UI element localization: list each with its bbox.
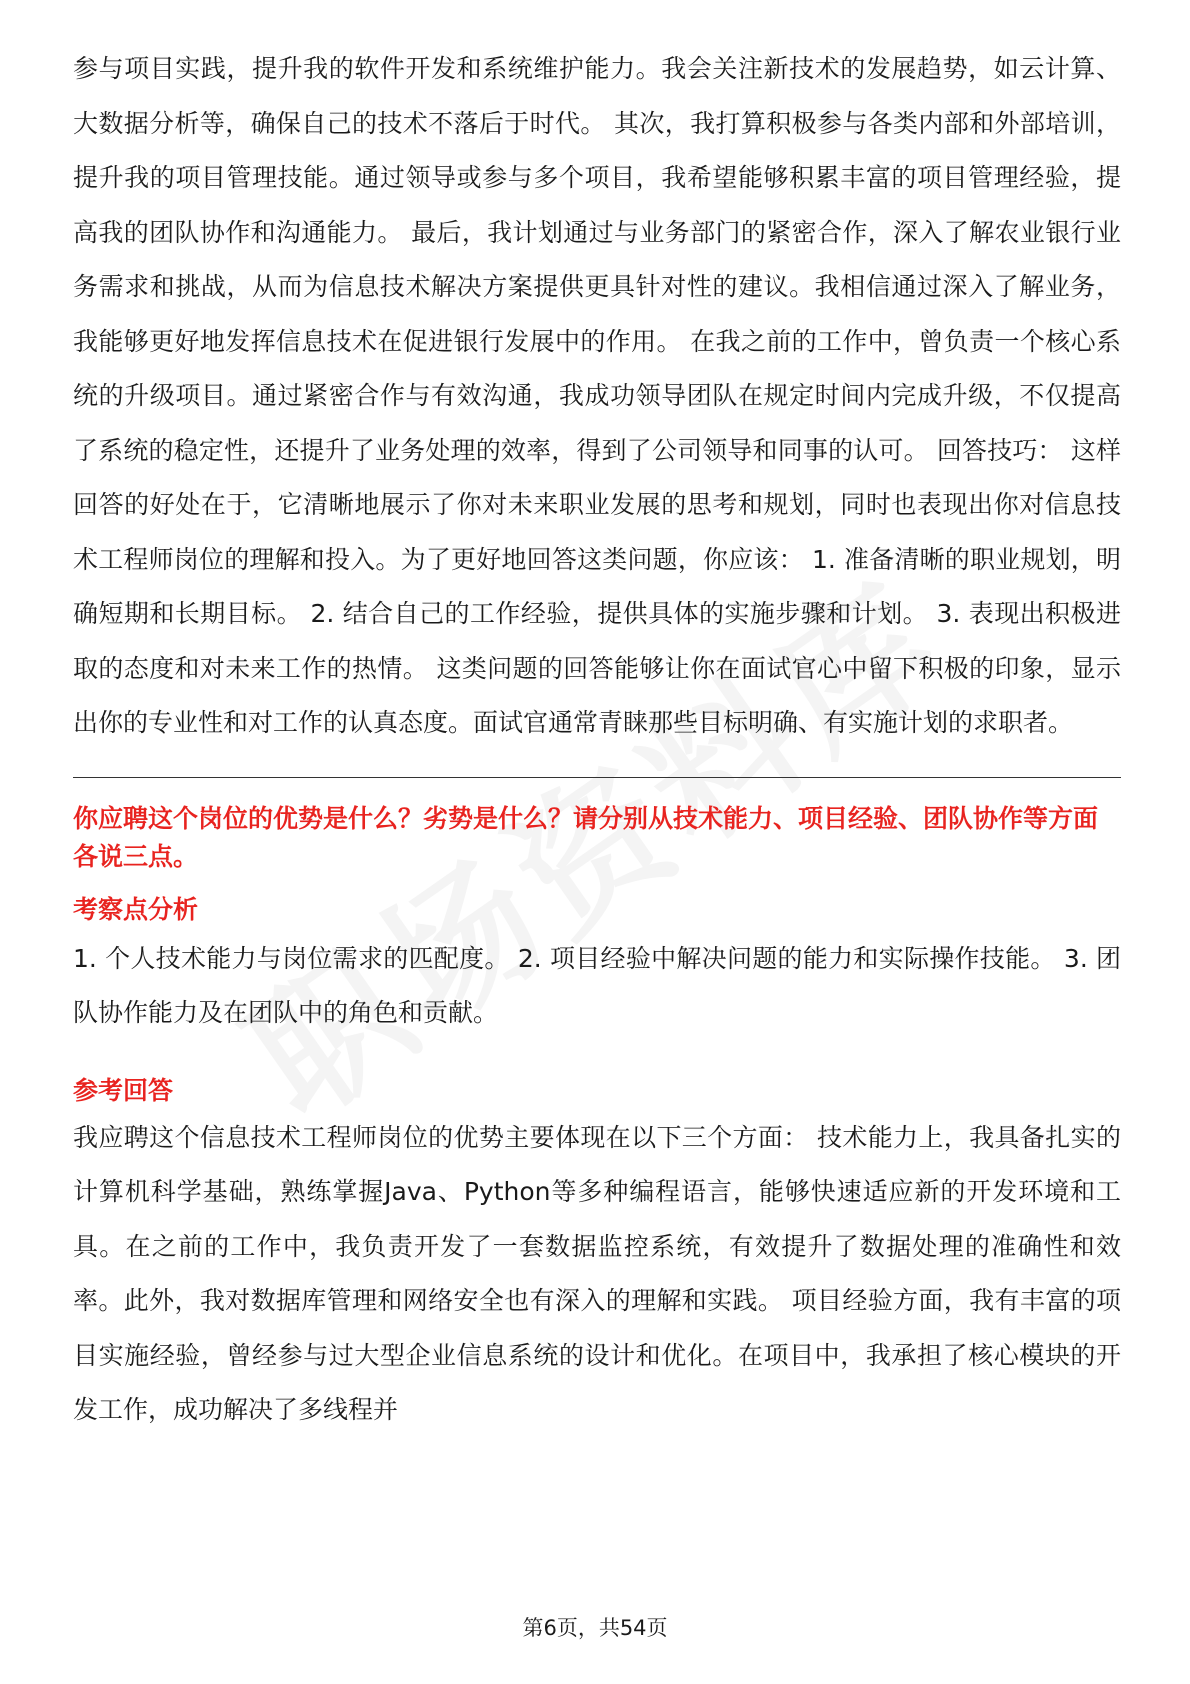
analysis-heading: 考察点分析 [73,894,199,924]
answer-paragraph: 我应聘这个信息技术工程师岗位的优势主要体现在以下三个方面： 技术能力上，我具备扎实的计算机科学基础，熟练掌握Java、Python等多种编程语言，能够快速适应新的开发环境和工具。在之前的工作中，我负责开发了一套数据监控系统，有效提升了数据处理的准确性和效率。此外，我对数据库管理和网络安全也有深入的理解和实践。 项目经验方面，我有丰富的项目实施经验，曾经参与过大型企业信息系统的设计和优化。在项目中，我承担了核心模块的开发工作，成功解决了多线程并 [73,1122,1121,1424]
section-divider [73,777,1121,778]
intro-paragraph: 参与项目实践，提升我的软件开发和系统维护能力。我会关注新技术的发展趋势，如云计算、大数据分析等，确保自己的技术不落后于时代。 其次，我打算积极参与各类内部和外部培训，提升我的项目管理技能。通过领导或参与多个项目，我希望能够积累丰富的项目管理经验，提高我的团队协作和沟通能力。 最后，我计划通过与业务部门的紧密合作，深入了解农业银行业务需求和挑战，从而为信息技术解决方案提供更具针对性的建议。我相信通过深入了解业务，我能够更好地发挥信息技术在促进银行发展中的作用。 在我之前的工作中，曾负责一个核心系统的升级项目。通过紧密合作与有效沟通，我成功领导团队在规定时间内完成升级，不仅提高了系统的稳定性，还提升了业务处理的效率，得到了公司领导和同事的认可。 回答技巧： 这样回答的好处在于，它清晰地展示了你对未来职业发展的思考和规划，同时也表现出你对信息技术工程师岗位的理解和投入。为了更好地回答这类问题，你应该： 1. 准备清晰的职业规划，明确短期和长期目标。 2. 结合自己的工作经验，提供具体的实施步骤和计划。 3. 表现出积极进取的态度和对未来工作的热情。 这类问题的回答能够让你在面试官心中留下积极的印象，显示出你的专业性和对工作的认真态度。面试官通常青睐那些目标明确、有实施计划的求职者。 [73,54,1121,737]
page-content [73,42,1121,1438]
analysis-paragraph: 1. 个人技术能力与岗位需求的匹配度。 2. 项目经验中解决问题的能力和实际操作技能。 3. 团队协作能力及在团队中的角色和贡献。 [73,943,1121,1027]
answer-heading: 参考回答 [73,1075,174,1105]
question-title: 你应聘这个岗位的优势是什么？劣势是什么？请分别从技术能力、项目经验、团队协作等方面各说三点。 [73,803,1099,871]
page-number-footer: 第6页，共54页 [522,1616,668,1640]
